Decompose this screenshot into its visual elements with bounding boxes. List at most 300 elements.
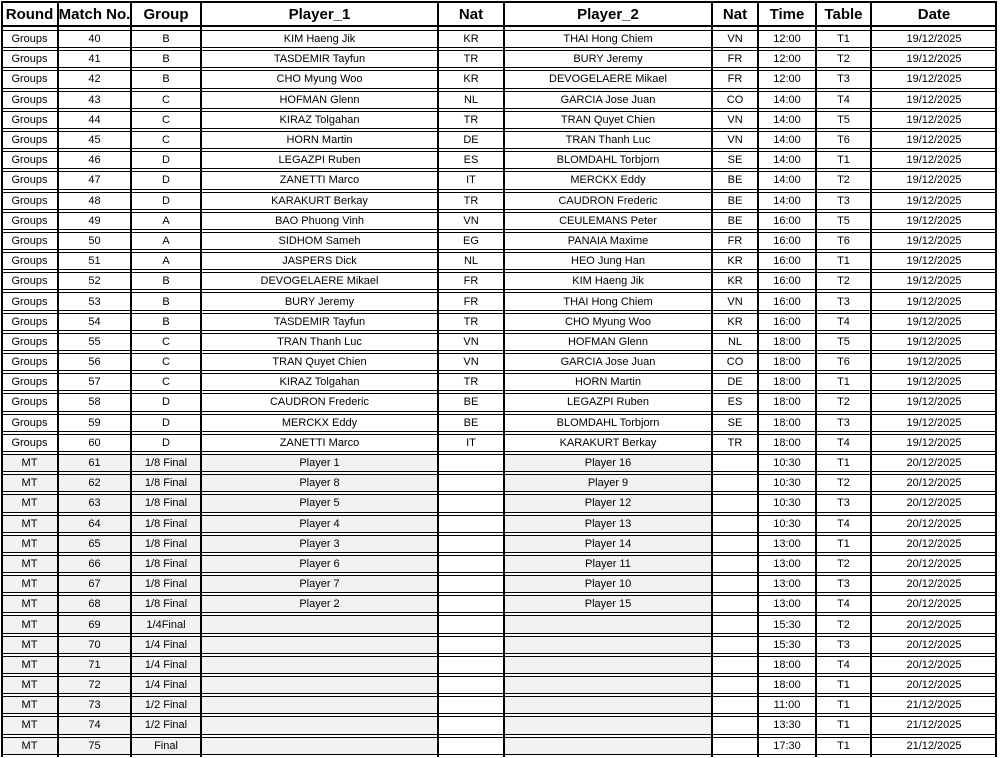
cell-nat1: DE — [463, 134, 479, 147]
cell-player1: HOFMAN Glenn — [279, 93, 360, 106]
cell-player2: THAI Hong Chiem — [563, 33, 653, 46]
cell-time: 13:00 — [773, 578, 801, 591]
cell-nat2: VN — [727, 33, 743, 46]
table-row — [1, 252, 997, 270]
cell-round: Groups — [11, 33, 48, 46]
cell-player2 — [504, 717, 712, 733]
cell-match-no: 41 — [88, 53, 101, 66]
cell-nat2 — [712, 596, 758, 612]
cell-nat1: BE — [463, 416, 479, 429]
cell-table: T1 — [837, 679, 850, 692]
cell-match-no: 65 — [58, 536, 131, 552]
cell-date: 20/12/2025 — [906, 598, 962, 611]
cell-nat2: BE — [727, 174, 743, 187]
table-left-border — [1, 1, 3, 757]
cell-date: 20/12/2025 — [906, 537, 962, 550]
cell-player1: TRAN Thanh Luc — [277, 335, 362, 348]
cell-nat2: TR — [727, 436, 743, 449]
cell-match-no: 73 — [58, 697, 131, 713]
cell-round: Groups — [11, 295, 48, 308]
cell-player2: CEULEMANS Peter — [559, 214, 657, 227]
cell-player2: Player 16 — [504, 455, 712, 471]
cell-nat2 — [712, 495, 758, 511]
cell-group: 1/2 Final — [131, 697, 201, 713]
cell-match-no: 59 — [88, 416, 101, 429]
cell-nat1 — [438, 677, 504, 693]
cell-player1: Player 4 — [201, 516, 438, 532]
cell-date: 21/12/2025 — [906, 719, 962, 732]
cell-match-no: 52 — [88, 275, 101, 288]
cell-date: 19/12/2025 — [906, 113, 962, 126]
cell-table: T5 — [837, 214, 850, 227]
cell-match-no: 69 — [58, 616, 131, 632]
cell-table: T1 — [837, 699, 850, 712]
table-row — [1, 192, 997, 210]
cell-match-no: 64 — [58, 516, 131, 532]
cell-group: C — [162, 134, 170, 147]
cell-player2: Player 12 — [504, 495, 712, 511]
cell-nat1: TR — [463, 113, 479, 126]
cell-group: 1/4 Final — [131, 657, 201, 673]
cell-time: 13:30 — [773, 719, 801, 732]
cell-time: 16:00 — [773, 214, 801, 227]
table-row — [1, 494, 997, 512]
cell-time: 18:00 — [773, 396, 801, 409]
cell-nat2: VN — [727, 113, 743, 126]
cell-round: Groups — [11, 234, 48, 247]
table-row — [1, 393, 997, 411]
cell-player2: PANAIA Maxime — [567, 234, 649, 247]
cell-time: 16:00 — [773, 315, 801, 328]
cell-nat2: FR — [727, 73, 743, 86]
cell-table: T5 — [837, 335, 850, 348]
cell-date: 19/12/2025 — [906, 53, 962, 66]
cell-date: 19/12/2025 — [906, 396, 962, 409]
cell-nat2 — [712, 455, 758, 471]
cell-player1 — [201, 637, 438, 653]
cell-group: A — [162, 214, 170, 227]
cell-time: 18:00 — [773, 658, 801, 671]
cell-date: 19/12/2025 — [906, 134, 962, 147]
cell-nat2 — [712, 576, 758, 592]
cell-group: D — [162, 194, 170, 207]
cell-date: 20/12/2025 — [906, 618, 962, 631]
cell-date: 19/12/2025 — [906, 174, 962, 187]
cell-round: MT — [1, 536, 58, 552]
cell-nat2 — [712, 536, 758, 552]
cell-round: Groups — [11, 113, 48, 126]
cell-match-no: 74 — [58, 717, 131, 733]
cell-group: B — [162, 275, 170, 288]
cell-round: Groups — [11, 154, 48, 167]
column-header-player1: Player_1 — [288, 5, 351, 23]
cell-nat2 — [712, 657, 758, 673]
cell-match-no: 46 — [88, 154, 101, 167]
cell-table: T2 — [837, 618, 850, 631]
cell-date: 20/12/2025 — [906, 578, 962, 591]
cell-nat2: VN — [727, 134, 743, 147]
cell-nat2: ES — [727, 396, 743, 409]
table-right-border — [995, 1, 997, 757]
cell-group: 1/4 Final — [131, 677, 201, 693]
cell-date: 20/12/2025 — [906, 679, 962, 692]
cell-player2: CHO Myung Woo — [565, 315, 651, 328]
table-row — [1, 373, 997, 391]
cell-round: MT — [1, 516, 58, 532]
cell-match-no: 75 — [58, 738, 131, 754]
cell-match-no: 72 — [58, 677, 131, 693]
cell-player2: KARAKURT Berkay — [559, 436, 657, 449]
cell-table: T1 — [837, 739, 850, 752]
column-header-nat1: Nat — [458, 5, 484, 23]
table-row — [1, 414, 997, 432]
cell-player2: Player 13 — [504, 516, 712, 532]
cell-time: 18:00 — [773, 376, 801, 389]
cell-group: Final — [131, 738, 201, 754]
cell-nat1 — [438, 717, 504, 733]
cell-round: Groups — [11, 436, 48, 449]
cell-player2: LEGAZPI Ruben — [567, 396, 649, 409]
cell-time: 18:00 — [773, 335, 801, 348]
cell-group: A — [162, 255, 170, 268]
table-row — [1, 636, 997, 654]
cell-player2: DEVOGELAERE Mikael — [549, 73, 667, 86]
cell-round: Groups — [11, 356, 48, 369]
cell-round: MT — [1, 717, 58, 733]
table-row — [1, 272, 997, 290]
cell-nat2 — [712, 616, 758, 632]
cell-time: 18:00 — [773, 416, 801, 429]
cell-table: T1 — [837, 376, 850, 389]
cell-round: MT — [1, 637, 58, 653]
cell-nat2: KR — [727, 315, 743, 328]
column-divider — [503, 1, 505, 757]
cell-match-no: 62 — [58, 475, 131, 491]
cell-table: T3 — [837, 497, 850, 510]
cell-date: 19/12/2025 — [906, 93, 962, 106]
column-divider — [711, 1, 713, 757]
cell-match-no: 44 — [88, 113, 101, 126]
cell-group: 1/8 Final — [131, 455, 201, 471]
cell-player2: GARCIA Jose Juan — [560, 93, 656, 106]
cell-table: T6 — [837, 234, 850, 247]
cell-nat1: IT — [466, 174, 476, 187]
cell-date: 20/12/2025 — [906, 658, 962, 671]
cell-group: C — [162, 356, 170, 369]
cell-player1: ZANETTI Marco — [279, 436, 360, 449]
cell-nat2: VN — [727, 295, 743, 308]
cell-table: T6 — [837, 356, 850, 369]
cell-nat2: KR — [727, 255, 743, 268]
table-row — [1, 515, 997, 533]
cell-nat2: BE — [727, 214, 743, 227]
cell-player1 — [201, 697, 438, 713]
cell-round: MT — [1, 556, 58, 572]
cell-date: 20/12/2025 — [906, 497, 962, 510]
cell-time: 10:30 — [773, 457, 801, 470]
cell-table: T3 — [837, 578, 850, 591]
cell-player2: HEO Jung Han — [571, 255, 645, 268]
cell-match-no: 68 — [58, 596, 131, 612]
cell-nat1 — [438, 536, 504, 552]
cell-table: T3 — [837, 194, 850, 207]
cell-match-no: 53 — [88, 295, 101, 308]
cell-player2: BLOMDAHL Torbjorn — [556, 154, 660, 167]
cell-player1: TASDEMIR Tayfun — [273, 315, 366, 328]
cell-match-no: 60 — [88, 436, 101, 449]
cell-time: 14:00 — [773, 174, 801, 187]
cell-nat2: KR — [727, 275, 743, 288]
table-row — [1, 474, 997, 492]
cell-match-no: 50 — [88, 234, 101, 247]
cell-group: D — [162, 154, 170, 167]
cell-time: 18:00 — [773, 436, 801, 449]
cell-nat2: FR — [727, 234, 743, 247]
cell-nat1 — [438, 637, 504, 653]
cell-table: T1 — [837, 719, 850, 732]
cell-table: T1 — [837, 537, 850, 550]
cell-match-no: 40 — [88, 33, 101, 46]
cell-player1: CAUDRON Frederic — [269, 396, 369, 409]
cell-date: 19/12/2025 — [906, 214, 962, 227]
cell-round: MT — [1, 596, 58, 612]
cell-date: 20/12/2025 — [906, 638, 962, 651]
cell-time: 14:00 — [773, 194, 801, 207]
cell-nat2: CO — [726, 356, 744, 369]
cell-nat1: TR — [463, 376, 479, 389]
cell-player1: LEGAZPI Ruben — [278, 154, 361, 167]
cell-nat1 — [438, 738, 504, 754]
cell-player1 — [201, 616, 438, 632]
cell-round: MT — [1, 475, 58, 491]
cell-player1: Player 8 — [201, 475, 438, 491]
cell-nat2: CO — [726, 93, 744, 106]
cell-nat1 — [438, 697, 504, 713]
cell-player2 — [504, 738, 712, 754]
cell-group: 1/4 Final — [131, 637, 201, 653]
cell-date: 20/12/2025 — [906, 517, 962, 530]
cell-nat1: ES — [463, 154, 479, 167]
cell-time: 16:00 — [773, 255, 801, 268]
cell-player1: TASDEMIR Tayfun — [273, 53, 366, 66]
cell-match-no: 70 — [58, 637, 131, 653]
cell-match-no: 47 — [88, 174, 101, 187]
cell-table: T2 — [837, 275, 850, 288]
cell-time: 10:30 — [773, 477, 801, 490]
cell-time: 13:00 — [773, 598, 801, 611]
cell-match-no: 54 — [88, 315, 101, 328]
table-row — [1, 50, 997, 68]
cell-table: T3 — [837, 416, 850, 429]
cell-match-no: 45 — [88, 134, 101, 147]
cell-round: MT — [1, 697, 58, 713]
cell-player1: KARAKURT Berkay — [271, 194, 368, 207]
cell-round: MT — [1, 495, 58, 511]
cell-date: 21/12/2025 — [906, 739, 962, 752]
cell-nat1: NL — [463, 255, 479, 268]
cell-table: T1 — [837, 154, 850, 167]
cell-nat2 — [712, 475, 758, 491]
cell-player1: Player 1 — [201, 455, 438, 471]
cell-round: MT — [1, 657, 58, 673]
cell-table: T2 — [837, 53, 850, 66]
cell-nat2: BE — [727, 194, 743, 207]
cell-date: 20/12/2025 — [906, 477, 962, 490]
cell-group: 1/8 Final — [131, 475, 201, 491]
table-row — [1, 313, 997, 331]
cell-time: 11:00 — [773, 699, 801, 712]
cell-group: D — [162, 416, 170, 429]
cell-round: Groups — [11, 194, 48, 207]
cell-match-no: 48 — [88, 194, 101, 207]
match-schedule-table — [1, 1, 997, 757]
cell-time: 14:00 — [773, 113, 801, 126]
table-row — [1, 171, 997, 189]
cell-date: 19/12/2025 — [906, 315, 962, 328]
cell-player2: Player 9 — [504, 475, 712, 491]
cell-round: Groups — [11, 134, 48, 147]
cell-nat1 — [438, 475, 504, 491]
cell-player2: BURY Jeremy — [573, 53, 643, 66]
cell-date: 19/12/2025 — [906, 416, 962, 429]
cell-date: 19/12/2025 — [906, 275, 962, 288]
cell-group: B — [162, 53, 170, 66]
cell-time: 16:00 — [773, 275, 801, 288]
column-header-player2: Player_2 — [577, 5, 639, 23]
cell-nat2: DE — [727, 376, 743, 389]
cell-player1: TRAN Quyet Chien — [272, 356, 367, 369]
table-row — [1, 676, 997, 694]
cell-nat2: SE — [727, 416, 743, 429]
cell-player1: KIRAZ Tolgahan — [279, 113, 360, 126]
cell-nat1 — [438, 556, 504, 572]
table-row — [1, 454, 997, 472]
cell-nat1 — [438, 657, 504, 673]
cell-match-no: 51 — [88, 255, 101, 268]
cell-round: Groups — [11, 53, 48, 66]
cell-nat1 — [438, 576, 504, 592]
table-header-row — [1, 1, 997, 27]
table-row — [1, 91, 997, 109]
cell-nat1: NL — [463, 93, 479, 106]
cell-table: T3 — [837, 295, 850, 308]
cell-group: D — [162, 396, 170, 409]
table-row — [1, 737, 997, 755]
cell-nat2: NL — [727, 335, 743, 348]
cell-player2 — [504, 677, 712, 693]
column-header-nat2: Nat — [722, 5, 748, 23]
cell-group: C — [162, 376, 170, 389]
cell-nat1: TR — [463, 53, 479, 66]
column-divider — [57, 1, 59, 757]
cell-group: D — [162, 436, 170, 449]
cell-time: 14:00 — [773, 93, 801, 106]
cell-table: T4 — [837, 93, 850, 106]
cell-player1: JASPERS Dick — [282, 255, 357, 268]
column-divider — [815, 1, 817, 757]
table-row — [1, 535, 997, 553]
cell-table: T2 — [837, 557, 850, 570]
cell-date: 19/12/2025 — [906, 73, 962, 86]
cell-player2: CAUDRON Frederic — [558, 194, 658, 207]
table-row — [1, 716, 997, 734]
cell-table: T2 — [837, 174, 850, 187]
cell-nat2: FR — [727, 53, 743, 66]
cell-date: 19/12/2025 — [906, 255, 962, 268]
cell-time: 15:30 — [773, 638, 801, 651]
table-row — [1, 131, 997, 149]
cell-table: T1 — [837, 255, 850, 268]
table-row — [1, 615, 997, 633]
cell-time: 18:00 — [773, 356, 801, 369]
cell-date: 19/12/2025 — [906, 154, 962, 167]
cell-nat1 — [438, 596, 504, 612]
cell-player1: KIRAZ Tolgahan — [279, 376, 360, 389]
table-row — [1, 151, 997, 169]
cell-player1: BAO Phuong Vinh — [274, 214, 365, 227]
cell-nat1: EG — [463, 234, 479, 247]
table-row — [1, 30, 997, 48]
table-row — [1, 333, 997, 351]
cell-nat1: FR — [463, 275, 479, 288]
cell-table: T4 — [837, 598, 850, 611]
column-divider — [870, 1, 872, 757]
cell-date: 19/12/2025 — [906, 335, 962, 348]
cell-match-no: 49 — [88, 214, 101, 227]
cell-group: C — [162, 113, 170, 126]
cell-nat1 — [438, 516, 504, 532]
cell-player1 — [201, 738, 438, 754]
cell-time: 13:00 — [773, 557, 801, 570]
cell-nat2 — [712, 516, 758, 532]
cell-player1: KIM Haeng Jik — [283, 33, 356, 46]
cell-group: 1/8 Final — [131, 495, 201, 511]
table-row — [1, 555, 997, 573]
cell-nat2: SE — [727, 154, 743, 167]
cell-table: T2 — [837, 396, 850, 409]
cell-table: T4 — [837, 315, 850, 328]
cell-player1: Player 2 — [201, 596, 438, 612]
cell-player2 — [504, 657, 712, 673]
cell-player1: Player 3 — [201, 536, 438, 552]
cell-player2: MERCKX Eddy — [570, 174, 646, 187]
cell-group: B — [162, 73, 170, 86]
cell-match-no: 43 — [88, 93, 101, 106]
cell-player1 — [201, 717, 438, 733]
cell-nat2 — [712, 697, 758, 713]
cell-time: 16:00 — [773, 295, 801, 308]
cell-player1: MERCKX Eddy — [281, 416, 358, 429]
cell-date: 19/12/2025 — [906, 234, 962, 247]
cell-date: 19/12/2025 — [906, 33, 962, 46]
cell-player1: BURY Jeremy — [284, 295, 355, 308]
cell-nat1: TR — [463, 194, 479, 207]
cell-time: 15:30 — [773, 618, 801, 631]
column-header-round: Round — [5, 5, 54, 23]
cell-nat1: FR — [463, 295, 479, 308]
cell-player2: GARCIA Jose Juan — [560, 356, 656, 369]
cell-player2: THAI Hong Chiem — [563, 295, 653, 308]
cell-match-no: 66 — [58, 556, 131, 572]
cell-nat1: VN — [463, 335, 479, 348]
cell-round: MT — [1, 738, 58, 754]
cell-time: 17:30 — [773, 739, 801, 752]
cell-player1 — [201, 657, 438, 673]
cell-time: 10:30 — [773, 517, 801, 530]
cell-nat2 — [712, 738, 758, 754]
cell-player2: Player 15 — [504, 596, 712, 612]
cell-nat2 — [712, 637, 758, 653]
